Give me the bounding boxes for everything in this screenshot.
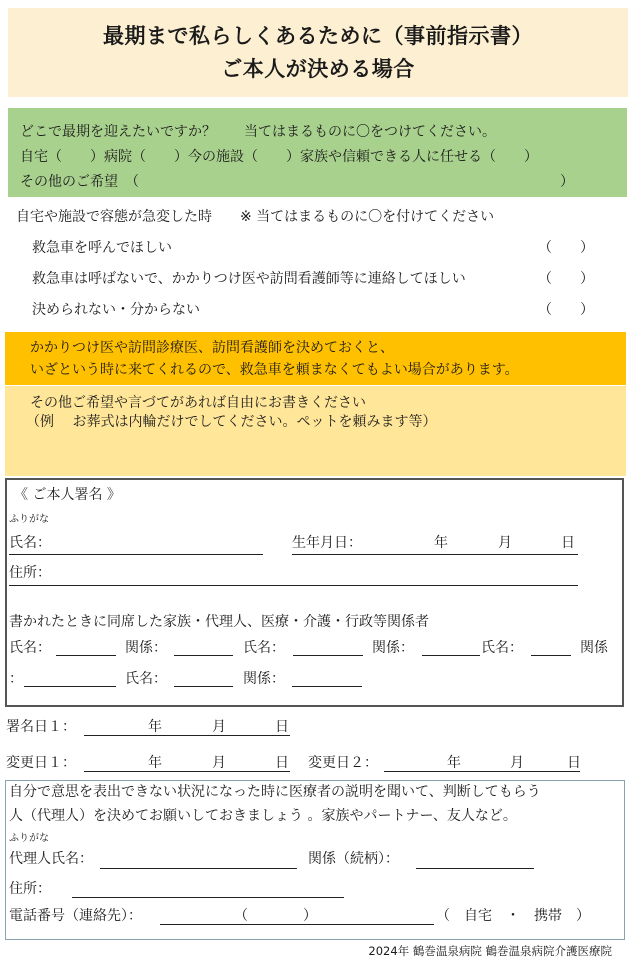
footer-credit: 2024年 鶴巻温泉病院 鶴巻温泉病院介護医療院 bbox=[368, 944, 612, 958]
place-options[interactable]: 自宅（ ）病院（ ）今の施設（ ）家族や信頼できる人に任せる（ ） bbox=[20, 149, 538, 165]
emergency-option-label: 決められない・分からない bbox=[32, 302, 200, 318]
witness-relation-label: 関係： bbox=[372, 640, 414, 656]
emergency-option-mark[interactable]: （ ） bbox=[538, 271, 594, 287]
witness-relation-field[interactable] bbox=[24, 686, 116, 687]
witness-relation-label: 関係 bbox=[580, 640, 608, 656]
agent-phone-field[interactable] bbox=[160, 924, 434, 925]
witness-relation-label: 関係： bbox=[125, 640, 167, 656]
agent-phone-label: 電話番号（連絡先）： bbox=[9, 908, 142, 924]
colon: ： bbox=[9, 671, 23, 687]
notice-line-1: かかりつけ医や訪問診療医、訪問看護師を決めておくと、 bbox=[30, 340, 394, 356]
furigana-label: ふりがな bbox=[9, 514, 49, 525]
day-label: 日 bbox=[275, 719, 289, 735]
year-label: 年 bbox=[447, 755, 461, 771]
birth-day-label: 日 bbox=[561, 535, 575, 551]
free-text-example: （例 お葬式は内輪だけでしてください。ペットを頼みます等） bbox=[26, 414, 437, 430]
witness-name-label: 氏名： bbox=[481, 640, 523, 656]
place-other-field[interactable] bbox=[170, 171, 550, 191]
agent-intro-line-2: 人（代理人）を決めてお願いしておきましょう 。家族やパートナー、友人など。 bbox=[9, 808, 517, 824]
address-label: 住所： bbox=[9, 565, 51, 581]
birthdate-label: 生年月日： bbox=[292, 535, 362, 551]
emergency-option-label: 救急車を呼んでほしい bbox=[32, 240, 172, 256]
changed-date-2-field[interactable] bbox=[384, 771, 580, 772]
day-label: 日 bbox=[567, 755, 581, 771]
address-field[interactable] bbox=[9, 585, 578, 586]
phone-type-choice[interactable]: （ 自宅 ・ 携帯 ） bbox=[436, 908, 590, 924]
agent-address-label: 住所： bbox=[9, 881, 51, 897]
emergency-option-label: 救急車は呼ばないで、かかりつけ医や訪問看護師等に連絡してほしい bbox=[32, 271, 466, 287]
signed-date-field[interactable] bbox=[84, 735, 290, 736]
witness-heading: 書かれたときに同席した家族・代理人、医療・介護・行政等関係者 bbox=[9, 614, 429, 630]
page-subtitle: ご本人が決める場合 bbox=[221, 56, 415, 81]
signed-date-label: 署名日１： bbox=[6, 719, 76, 735]
page-title: 最期まで私らしくあるために（事前指示書） bbox=[103, 23, 533, 48]
witness-name-label: 氏名： bbox=[125, 671, 167, 687]
phone-paren-open: （ bbox=[234, 908, 248, 924]
notice-line-2: いざという時に来てくれるので、救急車を頼まなくてもよい場合があります。 bbox=[30, 362, 519, 378]
witness-name-label: 氏名： bbox=[243, 640, 285, 656]
agent-intro-line-1: 自分で意思を表出できない状況になった時に医療者の説明を聞いて、判断してもらう bbox=[9, 784, 541, 800]
birth-month-label: 月 bbox=[498, 535, 512, 551]
agent-relation-label: 関係（続柄）： bbox=[308, 851, 399, 867]
name-label: 氏名： bbox=[9, 535, 51, 551]
place-other-label: その他のご希望 （ bbox=[20, 174, 139, 190]
changed-date-2-label: 変更日２： bbox=[308, 755, 378, 771]
emergency-heading: 自宅や施設で容態が急変した時 ※ 当てはまるものに〇を付けてください bbox=[16, 209, 495, 225]
title-banner bbox=[8, 8, 628, 97]
year-label: 年 bbox=[148, 755, 162, 771]
signature-header: 《 ご本人署名 》 bbox=[14, 487, 121, 503]
day-label: 日 bbox=[275, 755, 289, 771]
witness-relation-field[interactable] bbox=[292, 686, 362, 687]
birthdate-field[interactable] bbox=[292, 554, 578, 555]
free-text-prompt: その他ご希望や言づてがあれば自由にお書きください bbox=[30, 395, 366, 411]
witness-relation-field[interactable] bbox=[422, 655, 480, 656]
agent-name-label: 代理人氏名： bbox=[9, 851, 93, 867]
witness-name-field[interactable] bbox=[174, 686, 233, 687]
year-label: 年 bbox=[148, 719, 162, 735]
place-other-close: ） bbox=[560, 174, 574, 190]
agent-name-field[interactable] bbox=[100, 868, 297, 869]
place-question: どこで最期を迎えたいですか？ 当てはまるものに〇をつけてください。 bbox=[20, 124, 496, 140]
witness-name-field[interactable] bbox=[56, 655, 116, 656]
changed-date-1-field[interactable] bbox=[84, 771, 290, 772]
month-label: 月 bbox=[510, 755, 524, 771]
name-field[interactable] bbox=[9, 554, 263, 555]
emergency-option-mark[interactable]: （ ） bbox=[538, 240, 594, 256]
phone-paren-close: ） bbox=[303, 908, 317, 924]
witness-name-label: 氏名： bbox=[9, 640, 51, 656]
emergency-option-mark[interactable]: （ ） bbox=[538, 302, 594, 318]
witness-name-field[interactable] bbox=[293, 655, 363, 656]
changed-date-1-label: 変更日１： bbox=[6, 755, 76, 771]
month-label: 月 bbox=[212, 719, 226, 735]
witness-relation-field[interactable] bbox=[174, 655, 233, 656]
witness-relation-label: 関係： bbox=[243, 671, 285, 687]
birth-year-label: 年 bbox=[434, 535, 448, 551]
agent-relation-field[interactable] bbox=[416, 868, 534, 869]
agent-furigana-label: ふりがな bbox=[9, 833, 49, 844]
signature-section bbox=[5, 478, 624, 707]
witness-name-field[interactable] bbox=[531, 655, 571, 656]
month-label: 月 bbox=[212, 755, 226, 771]
agent-address-field[interactable] bbox=[72, 897, 344, 898]
